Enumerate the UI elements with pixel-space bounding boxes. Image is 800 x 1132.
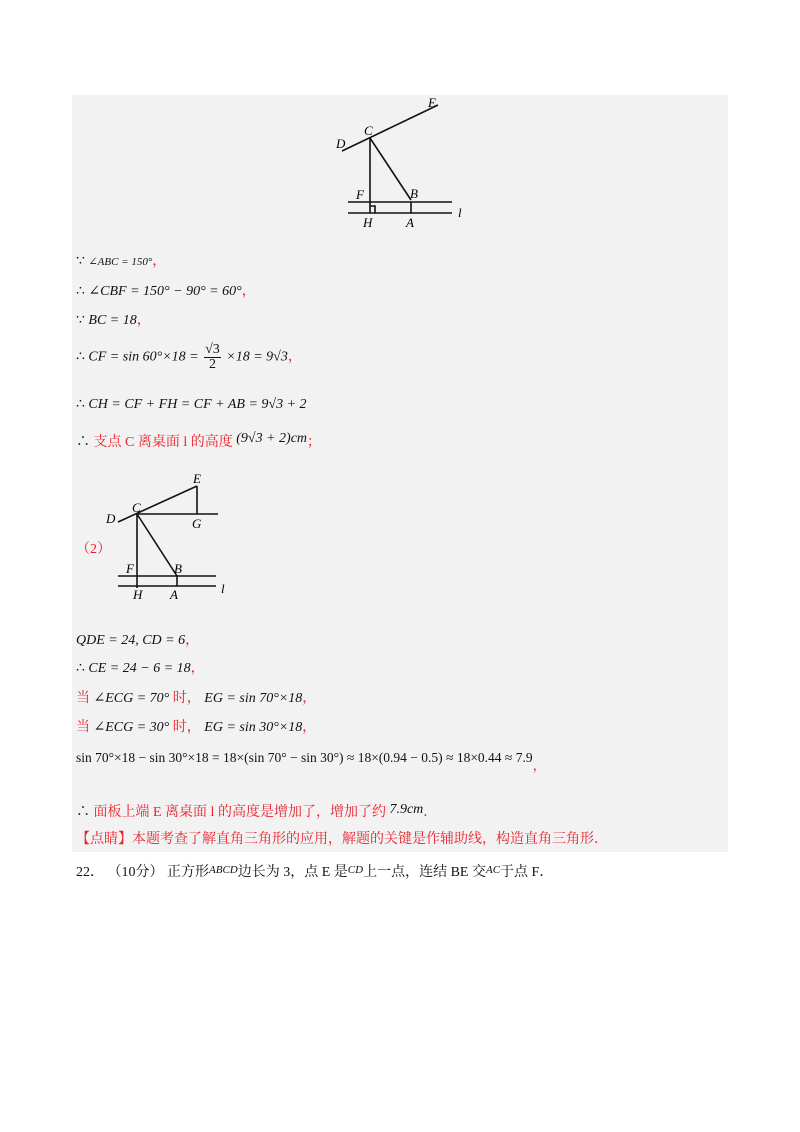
question-text: 于点 F． [500,865,554,880]
math-cd: CD [347,864,364,876]
solution-line-2 [76,285,256,299]
therefore-symbol: ∴ [76,661,85,676]
solution-line-6 [76,432,321,450]
question-score: （10分） [107,865,164,880]
part-label: （2） [76,542,111,557]
therefore-symbol: ∴ [76,435,90,450]
math-ce: CE = 24 − 6 = 18 [88,661,191,676]
math-angle-70: ∠ECG = 70° [93,691,170,706]
therefore-symbol: ∴ [76,349,85,365]
solution-line-1 [76,255,166,269]
time-text: 时， [172,691,201,706]
therefore-symbol: ∴ [76,284,85,299]
math-angle-cbf: ∠CBF = 150° − 90° = 60° [88,284,242,299]
question-22 [76,865,553,880]
fig2-label-d: D [106,511,116,526]
math-angle-abc: ∠ABC = 150° [88,256,153,268]
fraction [204,343,221,372]
math-angle-30: ∠ECG = 30° [93,720,170,735]
fig2-label-c: C [132,500,141,515]
therefore-symbol: ∴ [76,805,90,820]
therefore-symbol: ∴ [76,397,85,412]
fig1-label-c: C [364,123,373,138]
math-eg-30: EG = sin 30°×18 [204,720,303,735]
comment-line [76,833,608,847]
solution-line-11 [76,751,546,773]
figure-2 [100,470,240,605]
because-symbol: ∵ [76,254,85,269]
comment-text: 本题考查了解直角三角形的应用，解题的关键是作辅助线，构造直角三角形． [132,832,608,847]
fig2-label-h: H [133,587,143,602]
punctuation: ． [423,805,438,820]
punctuation: ， [190,661,205,676]
punctuation: ， [287,349,302,365]
math-increase: 7.9cm [389,802,424,817]
question-number: 22． [76,865,104,880]
fig1-label-a: A [406,215,414,230]
conclusion-text: 支点 C 离桌面 l 的高度 [93,435,233,450]
fig1-label-d: D [336,136,346,151]
solution-line-5 [76,398,307,412]
question-text: 正方形 [167,865,209,880]
fig2-label-e: E [193,471,201,486]
math-eg-70: EG = sin 70°×18 [204,691,303,706]
math-ac: AC [485,864,501,876]
because-symbol: ∵ [76,313,85,328]
punctuation: ， [302,691,317,706]
math-ch: CH = CF + FH = CF + AB = 9√3 + 2 [88,397,307,412]
fig1-label-b: B [410,186,418,201]
question-text: 边长为 3，点 E 是 [237,865,348,880]
solution-line-7 [76,634,199,648]
fraction-denominator: 2 [208,357,216,372]
fig2-label-b: B [174,561,182,576]
fig2-label-g: G [192,516,202,531]
solution-line-8 [76,662,205,676]
math-abcd: ABCD [209,864,238,876]
solution-line-3 [76,314,151,328]
math-bc: BC = 18 [88,313,137,328]
solution-line-9 [76,692,316,706]
punctuation: ， [185,633,200,648]
fig2-label-f: F [126,561,134,576]
figure-1 [330,95,480,235]
question-text: 上一点，连结 BE 交 [363,865,486,880]
fig1-label-l: l [458,205,462,220]
punctuation: ， [302,720,317,735]
fig2-label-l: l [221,581,225,596]
fraction-numerator: √3 [205,342,220,357]
punctuation: ； [307,435,322,450]
punctuation: ， [241,284,256,299]
solution-line-10 [76,721,316,735]
math-difference: sin 70°×18 − sin 30°×18 = 18×(sin 70° − sin 30°) ≈ 18×(0.94 − 0.5) ≈ 18×0.44 ≈ 7.9 [76,750,533,765]
punctuation: ， [136,313,151,328]
solution-line-12 [76,803,437,820]
punctuation: ， [532,758,547,773]
punctuation: ， [152,254,167,269]
fig1-label-h: H [363,215,373,230]
math-cf-rhs: ×18 = 9√3 [226,349,288,365]
solution-line-4 [76,343,302,372]
when-text: 当 [76,720,90,735]
fig2-label-a: A [170,587,178,602]
comment-tag: 【点睛】 [76,832,132,847]
time-text: 时， [172,720,201,735]
fig1-label-f: F [356,187,364,202]
when-text: 当 [76,691,90,706]
math-cf-lhs: CF = sin 60°×18 = [88,349,199,365]
math-height-c: (9√3 + 2)cm [236,431,308,446]
conclusion-text: 面板上端 E 离桌面 l 的高度是增加了，增加了约 [93,805,386,820]
fig1-label-e: E [428,95,436,110]
math-de-cd: QDE = 24, CD = 6 [76,633,186,648]
